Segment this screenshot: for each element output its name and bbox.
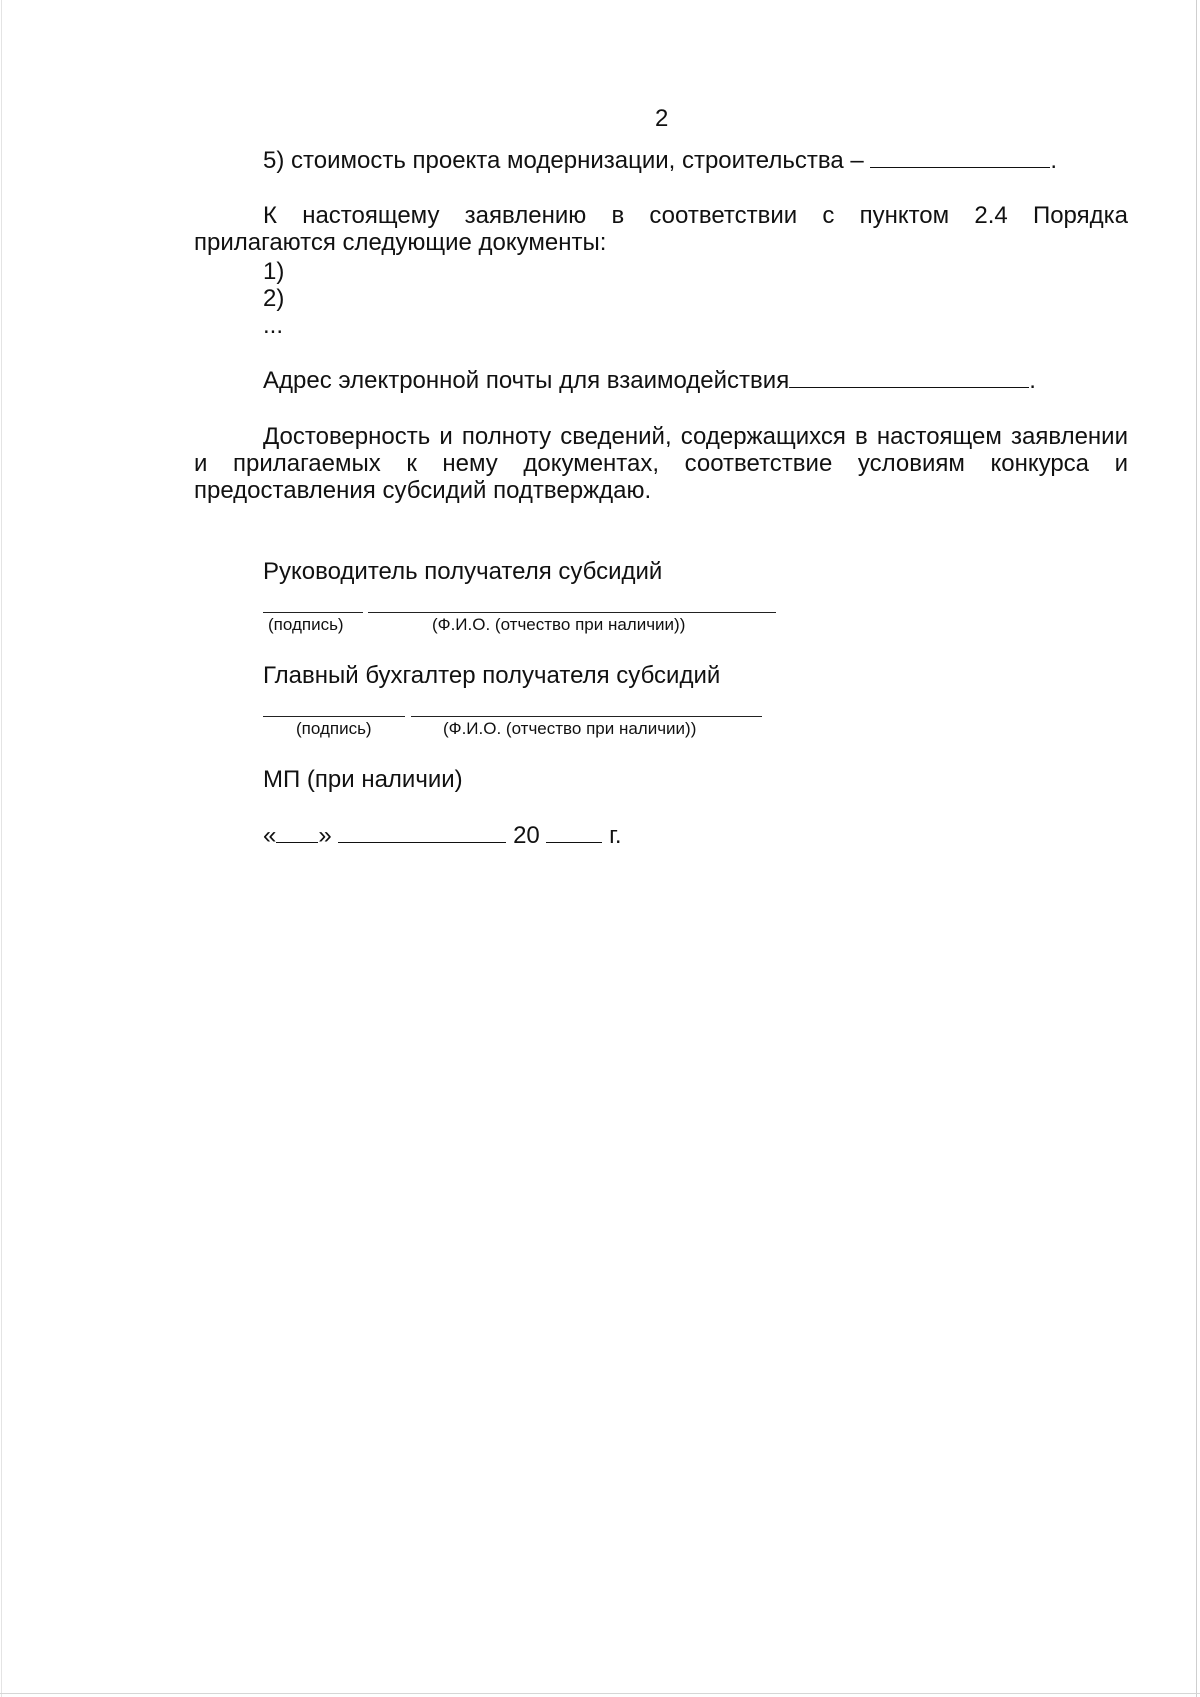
accountant-name-line[interactable] (411, 716, 762, 717)
page-number: 2 (655, 105, 669, 132)
item-5-line (263, 147, 1057, 175)
date-open-quote: « (263, 822, 277, 849)
attachments-intro: К настоящему заявлению в соответствии с пунктом 2.4 Порядка прилагаются следующие документы: (194, 202, 1128, 256)
accountant-signature-caption: (подпись) (296, 719, 372, 738)
head-name-line[interactable] (368, 612, 776, 613)
confirmation-paragraph: Достоверность и полноту сведений, содержащихся в настоящем заявлении и прилагаемых к нему документах, соответствие условиям конкурса и предоставления субсидий подтверждаю. (194, 423, 1128, 504)
date-day-blank[interactable] (276, 822, 318, 843)
attachment-item-1: 1) (263, 258, 285, 285)
date-close-quote: » (318, 822, 332, 849)
project-cost-blank[interactable] (870, 147, 1050, 168)
item-5-end: . (1050, 147, 1058, 174)
email-line (263, 367, 1036, 395)
head-name-caption: (Ф.И.О. (отчество при наличии)) (432, 615, 686, 634)
date-line (263, 822, 622, 850)
head-signature-line[interactable] (263, 612, 363, 613)
page-right-edge (1196, 0, 1197, 1697)
date-year-blank[interactable] (546, 822, 602, 843)
accountant-signature-line[interactable] (263, 716, 405, 717)
date-year-prefix: 20 (513, 822, 540, 849)
page-left-edge (1, 0, 2, 1697)
date-month-blank[interactable] (338, 822, 506, 843)
accountant-title: Главный бухгалтер получателя субсидий (263, 662, 721, 689)
stamp-label: МП (при наличии) (263, 766, 463, 793)
head-title: Руководитель получателя субсидий (263, 558, 663, 585)
email-blank[interactable] (789, 367, 1029, 388)
page-bottom-edge (0, 1693, 1200, 1694)
date-year-suffix: г. (609, 822, 622, 849)
accountant-name-caption: (Ф.И.О. (отчество при наличии)) (443, 719, 697, 738)
item-5-text: 5) стоимость проекта модернизации, строительства – (263, 147, 864, 174)
head-signature-caption: (подпись) (268, 615, 344, 634)
attachment-item-more: ... (263, 312, 284, 339)
email-end: . (1029, 367, 1036, 394)
email-label: Адрес электронной почты для взаимодействия (263, 367, 790, 394)
attachment-item-2: 2) (263, 285, 285, 312)
